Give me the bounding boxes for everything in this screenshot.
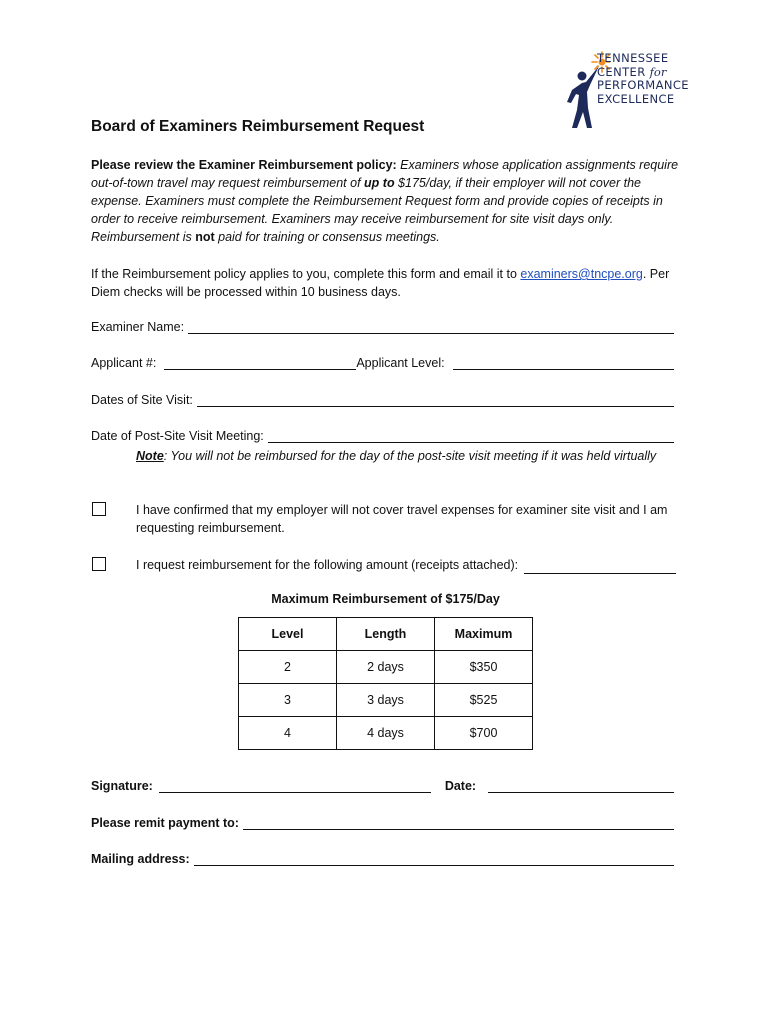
examiner-name-field: Examiner Name: [91,320,674,334]
examiner-name-input[interactable] [188,321,674,334]
reimbursement-table [238,617,533,750]
date-input[interactable] [488,780,674,793]
header-level: Level [239,618,337,651]
policy-paragraph: Please review the Examiner Reimbursement policy: Examiners whose application assignments require out-of-town travel may request reimbursement of up to $175/day, if their employer will not cover the expense. Examiners must complete the Reimbursement Request form and provide copies of receipts in order to receive reimbursement. Examiners may receive reimbursement for site visit days only. Reimbursement is not paid for training or consensus meetings. [91,158,679,244]
table-caption: Maximum Reimbursement of $175/Day [271,592,500,606]
tncpe-logo [562,50,722,132]
table-cell: 3 [239,684,337,717]
remit-payment-row: Please remit payment to: [91,816,674,830]
table-cell: $525 [435,684,533,717]
table-cell: 2 [239,651,337,684]
dates-site-visit-input[interactable] [197,394,674,407]
signature-input[interactable] [159,780,431,793]
post-site-meeting-field: Date of Post-Site Visit Meeting: [91,429,674,443]
header-maximum: Maximum [435,618,533,651]
virtual-meeting-note: Note: You will not be reimbursed for the day of the post-site visit meeting if it was held virtually [136,449,657,463]
request-amount-row: I request reimbursement for the following amount (receipts attached): [136,556,676,574]
dates-site-visit-field: Dates of Site Visit: [91,393,674,407]
table-cell: 2 days [337,651,435,684]
employer-confirm-checkbox[interactable] [92,502,106,516]
applicant-number-input[interactable] [164,357,356,370]
table-cell: $350 [435,651,533,684]
table-header-row [239,618,533,651]
request-amount-input[interactable] [524,561,676,574]
email-link[interactable]: examiners@tncpe.org [520,267,643,281]
table-cell: $700 [435,717,533,750]
table-row [239,717,533,750]
instructions-paragraph: If the Reimbursement policy applies to you, complete this form and email it to examiners@tncpe.org. Per Diem checks will be processed within 10 business days. [91,267,670,299]
mailing-address-input[interactable] [194,853,674,866]
applicant-level-input[interactable] [453,357,674,370]
table-row [239,684,533,717]
table-row [239,651,533,684]
header-length: Length [337,618,435,651]
page-title: Board of Examiners Reimbursement Request [91,118,425,135]
employer-confirm-label: I have confirmed that my employer will not cover travel expenses for examiner site visit and I am requesting reimbursement. [136,503,668,535]
table-cell: 4 [239,717,337,750]
table-cell: 4 days [337,717,435,750]
applicant-row: Applicant #: Applicant Level: [91,356,674,370]
logo-wordmark: TENNESSEE CENTER for PERFORMANCE EXCELLENCE [597,51,689,106]
table-cell: 3 days [337,684,435,717]
remit-payment-input[interactable] [243,817,674,830]
mailing-address-row: Mailing address: [91,852,674,866]
signature-row: Signature: Date: [91,779,674,793]
post-site-meeting-input[interactable] [268,430,674,443]
request-amount-checkbox[interactable] [92,557,106,571]
